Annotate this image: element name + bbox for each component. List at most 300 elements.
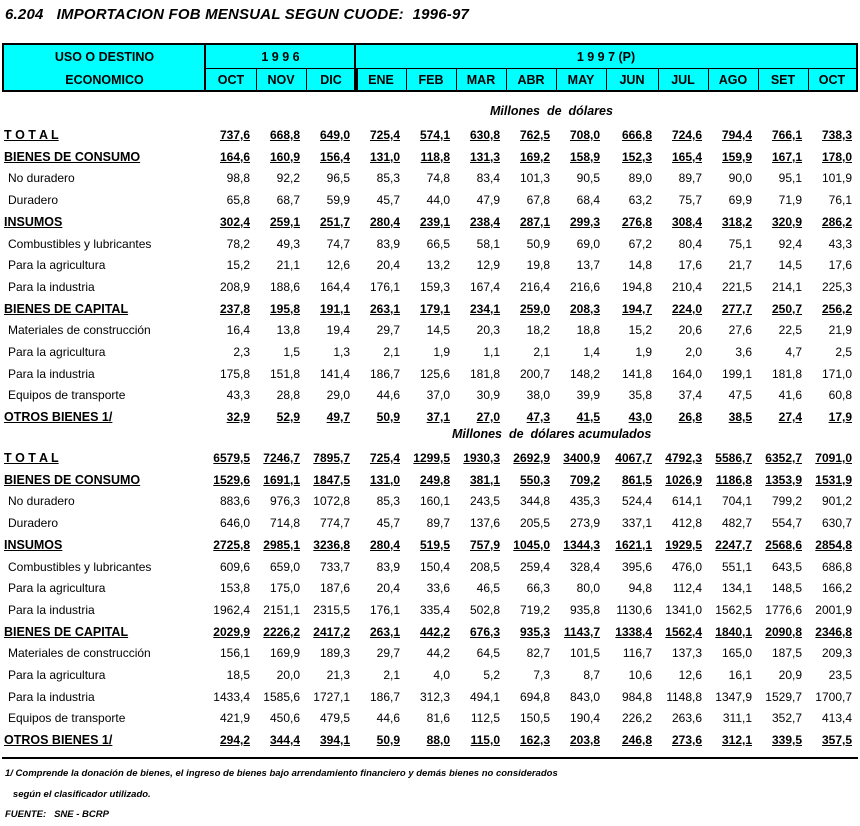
- month-divider: [658, 69, 659, 90]
- table-row-category: [0, 299, 860, 320]
- cell-value: 96,5: [326, 171, 350, 186]
- cell-value: 200,7: [519, 366, 550, 381]
- cell-value: 13,7: [576, 258, 600, 273]
- cell-value: 27,0: [476, 410, 500, 425]
- cell-value: 554,7: [771, 516, 802, 531]
- cell-value: 256,2: [821, 301, 852, 316]
- cell-value: 13,2: [426, 258, 450, 273]
- cell-value: 148,5: [771, 581, 802, 596]
- cell-value: 43,3: [226, 388, 250, 403]
- row-label: BIENES DE CONSUMO: [4, 149, 141, 164]
- table-row: [0, 513, 860, 534]
- cell-value: 94,8: [628, 581, 652, 596]
- cell-value: 250,7: [771, 301, 802, 316]
- cell-value: 26,8: [678, 410, 702, 425]
- cell-value: 337,1: [621, 516, 652, 531]
- cell-value: 339,5: [771, 733, 802, 748]
- cell-value: 52,9: [276, 410, 300, 425]
- cell-value: 85,3: [376, 171, 400, 186]
- cell-value: 1072,8: [313, 494, 350, 509]
- cell-value: 226,2: [621, 711, 652, 726]
- cell-value: 5,2: [483, 668, 500, 682]
- unit-label: Millones de dólares acumulados: [452, 427, 652, 441]
- cell-value: 158,9: [569, 149, 600, 164]
- cell-value: 17,9: [828, 410, 852, 425]
- cell-value: 82,7: [526, 646, 550, 661]
- table-row: [0, 234, 860, 255]
- cell-value: 203,8: [569, 733, 600, 748]
- cell-value: 68,7: [276, 193, 300, 208]
- cell-value: 190,4: [569, 711, 600, 726]
- cell-value: 1930,3: [463, 451, 500, 465]
- cell-value: 1776,6: [765, 602, 802, 617]
- cell-value: 83,4: [476, 171, 500, 186]
- month-header: AGO: [718, 72, 748, 87]
- cell-value: 1840,1: [715, 624, 752, 639]
- cell-value: 1,3: [333, 345, 350, 359]
- table-row: [0, 277, 860, 298]
- cell-value: 1562,4: [665, 624, 702, 639]
- month-header: NOV: [267, 72, 295, 87]
- cell-value: 476,0: [671, 559, 702, 574]
- cell-value: 19,4: [326, 323, 350, 338]
- cell-value: 112,5: [470, 711, 500, 726]
- cell-value: 737,6: [219, 128, 250, 142]
- cell-value: 167,1: [771, 149, 802, 164]
- cell-value: 328,4: [569, 559, 600, 574]
- cell-value: 1,9: [635, 345, 652, 359]
- cell-value: 494,1: [469, 689, 500, 704]
- cell-value: 1529,6: [213, 472, 250, 487]
- cell-value: 208,5: [469, 559, 500, 574]
- cell-value: 1847,5: [313, 472, 350, 487]
- month-divider: [256, 69, 257, 90]
- cell-value: 150,5: [519, 711, 550, 726]
- month-header: OCT: [818, 72, 846, 87]
- cell-value: 68,4: [576, 193, 600, 208]
- cell-value: 83,9: [376, 559, 400, 574]
- cell-value: 630,7: [821, 516, 852, 531]
- cell-value: 141,8: [621, 366, 652, 381]
- cell-value: 294,2: [219, 733, 250, 748]
- cell-value: 98,8: [226, 171, 250, 186]
- cell-value: 64,5: [476, 646, 500, 661]
- table-row: [0, 255, 860, 276]
- cell-value: 78,2: [226, 236, 250, 251]
- cell-value: 249,8: [419, 472, 450, 487]
- cell-value: 1130,6: [616, 602, 652, 617]
- cell-value: 1433,4: [213, 689, 250, 704]
- cell-value: 101,5: [569, 646, 600, 661]
- cell-value: 883,6: [219, 494, 250, 509]
- cell-value: 195,8: [269, 301, 300, 316]
- cell-value: 29,7: [376, 646, 400, 661]
- cell-value: 901,2: [821, 494, 852, 509]
- cell-value: 714,8: [269, 516, 300, 531]
- cell-value: 519,5: [419, 537, 450, 552]
- cell-value: 137,6: [469, 516, 500, 531]
- cell-value: 381,1: [469, 472, 500, 487]
- month-header: FEB: [418, 72, 444, 87]
- cell-value: 311,1: [722, 711, 752, 726]
- cell-value: 112,4: [672, 581, 702, 596]
- cell-value: 169,2: [519, 149, 550, 164]
- cell-value: 167,4: [469, 279, 500, 294]
- cell-value: 27,6: [728, 323, 752, 338]
- cell-value: 976,3: [269, 494, 300, 509]
- cell-value: 210,4: [671, 279, 702, 294]
- cell-value: 4067,7: [615, 451, 652, 465]
- cell-value: 649,0: [319, 128, 350, 142]
- table-header: [2, 43, 858, 92]
- cell-value: 20,0: [276, 668, 300, 682]
- cell-value: 194,8: [621, 279, 652, 294]
- cell-value: 46,5: [476, 581, 500, 596]
- cell-value: 152,3: [621, 149, 652, 164]
- cell-value: 47,9: [476, 193, 500, 208]
- cell-value: 3400,9: [563, 451, 600, 465]
- row-label: Combustibles y lubricantes: [8, 236, 152, 251]
- cell-value: 643,5: [771, 559, 802, 574]
- cell-value: 165,0: [721, 646, 752, 661]
- cell-value: 1186,8: [715, 472, 752, 487]
- cell-value: 43,0: [628, 410, 652, 425]
- cell-value: 719,2: [519, 602, 550, 617]
- cell-value: 171,0: [821, 366, 852, 381]
- cell-value: 131,0: [369, 149, 400, 164]
- cell-value: 15,2: [628, 323, 652, 338]
- row-label: Materiales de construcción: [8, 323, 151, 338]
- row-label: T O T A L: [4, 451, 59, 465]
- cell-value: 12,6: [326, 258, 350, 273]
- cell-value: 153,8: [219, 581, 250, 596]
- cell-value: 89,7: [426, 516, 450, 531]
- cell-value: 550,3: [519, 472, 550, 487]
- cell-value: 286,2: [821, 214, 852, 229]
- table-row: [0, 643, 860, 664]
- cell-value: 69,0: [576, 236, 600, 251]
- cell-value: 224,0: [671, 301, 702, 316]
- cell-value: 44,6: [376, 388, 400, 403]
- cell-value: 63,2: [628, 193, 652, 208]
- cell-value: 66,3: [526, 581, 550, 596]
- cell-value: 32,9: [226, 410, 250, 425]
- table-row-category: [0, 730, 860, 751]
- cell-value: 413,4: [821, 711, 852, 726]
- cell-value: 159,9: [721, 149, 752, 164]
- cell-value: 442,2: [419, 624, 450, 639]
- cell-value: 43,3: [828, 236, 852, 251]
- cell-value: 2029,9: [213, 624, 250, 639]
- cell-value: 312,1: [721, 733, 752, 748]
- cell-value: 221,5: [721, 279, 752, 294]
- cell-value: 81,6: [426, 711, 450, 726]
- row-label: Combustibles y lubricantes: [8, 559, 152, 574]
- cell-value: 75,1: [728, 236, 752, 251]
- cell-value: 308,4: [671, 214, 702, 229]
- cell-value: 20,4: [376, 581, 400, 596]
- table-row-category: [0, 147, 860, 168]
- cell-value: 238,4: [469, 214, 500, 229]
- cell-value: 318,2: [721, 214, 752, 229]
- month-divider: [456, 69, 457, 90]
- row-label: BIENES DE CAPITAL: [4, 624, 129, 639]
- cell-value: 175,0: [269, 581, 300, 596]
- cell-value: 352,7: [771, 711, 802, 726]
- cell-value: 18,5: [226, 668, 250, 682]
- cell-value: 724,6: [671, 128, 702, 142]
- row-label: Materiales de construcción: [8, 646, 151, 661]
- cell-value: 4,0: [433, 668, 450, 682]
- row-label: Duradero: [8, 516, 59, 531]
- cell-value: 30,9: [476, 388, 500, 403]
- cell-value: 80,0: [576, 581, 600, 596]
- cell-value: 12,9: [476, 258, 500, 273]
- cell-value: 14,5: [426, 323, 450, 338]
- cell-value: 524,4: [621, 494, 652, 509]
- cell-value: 708,0: [569, 128, 600, 142]
- cell-value: 33,6: [426, 581, 450, 596]
- cell-value: 101,9: [821, 171, 852, 186]
- cell-value: 394,1: [319, 733, 350, 748]
- cell-value: 421,9: [219, 711, 250, 726]
- table-row-category: [0, 535, 860, 556]
- cell-value: 614,1: [671, 494, 702, 509]
- cell-value: 2226,2: [263, 624, 300, 639]
- month-divider: [306, 69, 307, 90]
- cell-value: 287,1: [519, 214, 550, 229]
- cell-value: 137,3: [671, 646, 702, 661]
- cell-value: 179,1: [419, 301, 450, 316]
- cell-value: 151,8: [269, 366, 300, 381]
- cell-value: 214,1: [771, 279, 802, 294]
- cell-value: 762,5: [519, 128, 550, 142]
- cell-value: 208,3: [569, 301, 600, 316]
- month-header: SET: [770, 72, 796, 87]
- cell-value: 1045,0: [513, 537, 550, 552]
- month-divider: [556, 69, 557, 90]
- cell-value: 1700,7: [815, 689, 852, 704]
- cell-value: 984,8: [621, 689, 652, 704]
- table-row-category: [0, 125, 860, 146]
- cell-value: 23,5: [828, 668, 852, 682]
- unit-label: Millones de dólares: [490, 104, 613, 118]
- cell-value: 164,0: [671, 366, 702, 381]
- cell-value: 181,8: [469, 366, 500, 381]
- cell-value: 2,0: [685, 345, 702, 359]
- cell-value: 225,3: [821, 279, 852, 294]
- cell-value: 41,5: [576, 410, 600, 425]
- cell-value: 50,9: [526, 236, 550, 251]
- cell-value: 502,8: [469, 602, 500, 617]
- cell-value: 299,3: [569, 214, 600, 229]
- cell-value: 28,8: [276, 388, 300, 403]
- cell-value: 276,8: [621, 214, 652, 229]
- month-header: MAR: [466, 72, 496, 87]
- cell-value: 1,1: [483, 345, 500, 359]
- cell-value: 273,6: [671, 733, 702, 748]
- cell-value: 2247,7: [715, 537, 752, 552]
- cell-value: 22,5: [778, 323, 802, 338]
- cell-value: 2692,9: [513, 451, 550, 465]
- cell-value: 66,5: [426, 236, 450, 251]
- cell-value: 150,4: [419, 559, 450, 574]
- cell-value: 2854,8: [815, 537, 852, 552]
- cell-value: 44,6: [376, 711, 400, 726]
- cell-value: 17,6: [828, 258, 852, 273]
- row-label: INSUMOS: [4, 537, 63, 552]
- cell-value: 2151,1: [263, 602, 300, 617]
- cell-value: 239,1: [419, 214, 450, 229]
- header-year-1997: 1 9 9 7 (P): [576, 50, 636, 64]
- source-note: FUENTE: SNE - BCRP: [5, 809, 109, 820]
- cell-value: 733,7: [319, 559, 350, 574]
- cell-value: 1026,9: [665, 472, 702, 487]
- month-header: ABR: [517, 72, 545, 87]
- cell-value: 2725,8: [213, 537, 250, 552]
- cell-value: 101,3: [519, 171, 550, 186]
- cell-value: 194,7: [621, 301, 652, 316]
- cell-value: 3,6: [735, 345, 752, 359]
- cell-value: 666,8: [621, 128, 652, 142]
- cell-value: 21,9: [828, 323, 852, 338]
- cell-value: 17,6: [678, 258, 702, 273]
- row-label: Para la agricultura: [8, 345, 106, 359]
- cell-value: 1353,9: [765, 472, 802, 487]
- cell-value: 1143,7: [563, 624, 600, 639]
- cell-value: 67,8: [526, 193, 550, 208]
- cell-value: 85,3: [376, 494, 400, 509]
- cell-value: 58,1: [476, 236, 500, 251]
- cell-value: 21,3: [326, 668, 350, 682]
- cell-value: 176,1: [369, 279, 400, 294]
- cell-value: 41,6: [778, 388, 802, 403]
- month-header: JUL: [671, 72, 695, 87]
- month-header: OCT: [217, 72, 245, 87]
- cell-value: 178,0: [821, 149, 852, 164]
- cell-value: 188,6: [269, 279, 300, 294]
- cell-value: 20,4: [376, 258, 400, 273]
- cell-value: 395,6: [621, 559, 652, 574]
- row-label: BIENES DE CONSUMO: [4, 472, 141, 487]
- cell-value: 344,8: [519, 494, 550, 509]
- cell-value: 67,2: [628, 236, 652, 251]
- cell-value: 160,9: [269, 149, 300, 164]
- cell-value: 1531,9: [815, 472, 852, 487]
- cell-value: 88,0: [426, 733, 450, 748]
- cell-value: 125,6: [419, 366, 450, 381]
- cell-value: 47,3: [526, 410, 550, 425]
- cell-value: 6352,7: [765, 451, 802, 465]
- cell-value: 156,1: [219, 646, 250, 661]
- cell-value: 280,4: [369, 214, 400, 229]
- cell-value: 19,8: [526, 258, 550, 273]
- cell-value: 774,7: [319, 516, 350, 531]
- cell-value: 7,3: [533, 668, 550, 682]
- cell-value: 1,5: [283, 345, 300, 359]
- row-label: Equipos de transporte: [8, 711, 126, 726]
- cell-value: 709,2: [569, 472, 600, 487]
- cell-value: 2,1: [533, 345, 550, 359]
- table-row: [0, 491, 860, 512]
- cell-value: 50,9: [376, 733, 400, 748]
- cell-value: 44,2: [426, 646, 450, 661]
- cell-value: 27,4: [778, 410, 802, 425]
- table-row: [0, 320, 860, 341]
- cell-value: 80,4: [678, 236, 702, 251]
- cell-value: 49,7: [326, 410, 350, 425]
- cell-value: 7895,7: [313, 451, 350, 465]
- month-header: ENE: [368, 72, 394, 87]
- cell-value: 69,9: [728, 193, 752, 208]
- cell-value: 45,7: [376, 193, 400, 208]
- cell-value: 8,7: [583, 668, 600, 682]
- cell-value: 29,0: [326, 388, 350, 403]
- cell-value: 186,7: [369, 689, 400, 704]
- cell-value: 2985,1: [263, 537, 300, 552]
- cell-value: 115,0: [470, 733, 500, 748]
- table-row-category: [0, 448, 860, 469]
- cell-value: 209,3: [821, 646, 852, 661]
- header-label-line1: USO O DESTINO: [54, 50, 155, 64]
- table-row: [0, 578, 860, 599]
- cell-value: 12,6: [678, 668, 702, 682]
- cell-value: 694,8: [519, 689, 550, 704]
- cell-value: 1962,4: [213, 602, 250, 617]
- cell-value: 799,2: [771, 494, 802, 509]
- row-label: Para la agricultura: [8, 581, 106, 596]
- cell-value: 794,4: [721, 128, 752, 142]
- cell-value: 59,9: [326, 193, 350, 208]
- cell-value: 935,8: [569, 602, 600, 617]
- month-divider: [808, 69, 809, 90]
- cell-value: 574,1: [419, 128, 450, 142]
- cell-value: 50,9: [376, 410, 400, 425]
- cell-value: 1338,4: [615, 624, 652, 639]
- table-row: [0, 342, 860, 363]
- cell-value: 76,1: [828, 193, 852, 208]
- cell-value: 92,2: [276, 171, 300, 186]
- cell-value: 2315,5: [313, 602, 350, 617]
- cell-value: 75,7: [678, 193, 702, 208]
- cell-value: 676,3: [469, 624, 500, 639]
- cell-value: 302,4: [219, 214, 250, 229]
- cell-value: 1148,8: [666, 689, 702, 704]
- cell-value: 3236,8: [313, 537, 350, 552]
- cell-value: 1727,1: [313, 689, 350, 704]
- row-label: INSUMOS: [4, 214, 63, 229]
- cell-value: 14,5: [778, 258, 802, 273]
- cell-value: 335,4: [419, 602, 450, 617]
- cell-value: 141,4: [319, 366, 350, 381]
- cell-value: 189,3: [319, 646, 350, 661]
- cell-value: 169,9: [269, 646, 300, 661]
- cell-value: 74,7: [326, 236, 350, 251]
- cell-value: 7246,7: [263, 451, 300, 465]
- cell-value: 2,1: [383, 668, 400, 682]
- cell-value: 263,1: [369, 624, 400, 639]
- month-divider: [406, 69, 407, 90]
- cell-value: 725,4: [369, 128, 400, 142]
- table-row-category: [0, 622, 860, 643]
- cell-value: 259,0: [519, 301, 550, 316]
- cell-value: 4,7: [785, 345, 802, 359]
- row-label: OTROS BIENES 1/: [4, 733, 113, 748]
- cell-value: 65,8: [226, 193, 250, 208]
- row-label: No duradero: [8, 494, 75, 509]
- cell-value: 47,5: [728, 388, 752, 403]
- month-divider: [708, 69, 709, 90]
